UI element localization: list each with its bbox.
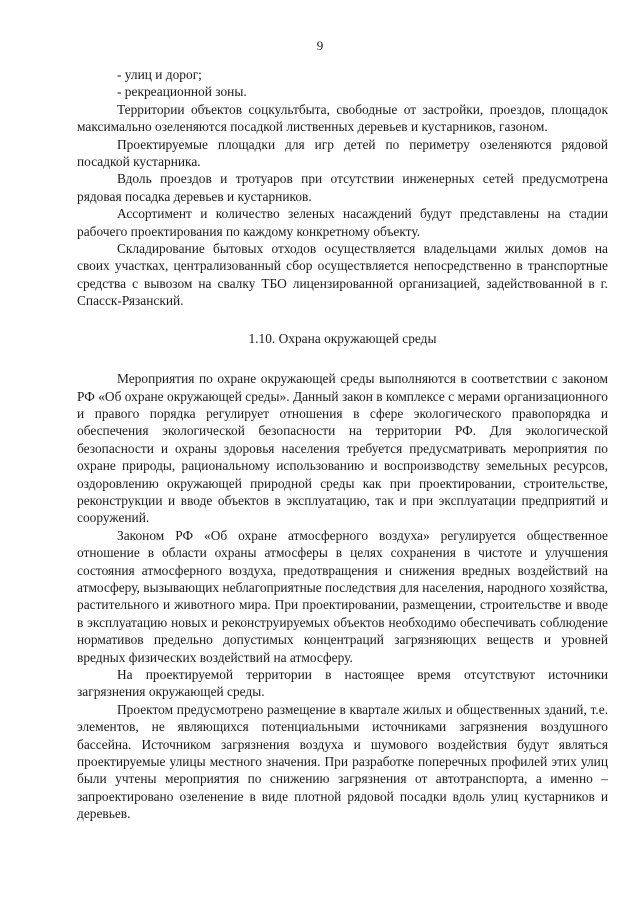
paragraph-no-sources: На проектируемой территории в настоящее время отсутствуют источники загрязнения окружающей среды. <box>77 667 608 700</box>
paragraph-air-law: Законом РФ «Об охране атмосферного воздуха» регулируется общественное отношение в области охраны атмосферы в целях сохранения в чистоте и улучшения состояния атмосферного воздуха, предотвращения и снижения вредных воздействий на атмосферу, вызывающих неблагоприятные последствия для населения, народного хозяйства, растительного и животного мира. При проектировании, размещении, строительстве и вводе в эксплуатацию новых и реконструируемых объектов необходимо обеспечивать соблюдение нормативов предельно допустимых концентраций загрязняющих веществ и уровней вредных физических воздействий на атмосферу. <box>77 527 608 665</box>
paragraph-assortment: Ассортимент и количество зеленых насаждений будут представлены на стадии рабочего проектирования по каждому конкретному объекту. <box>77 206 608 239</box>
paragraph-project-placement: Проектом предусмотрено размещение в квартале жилых и общественных зданий, т.е. элементов, не являющихся потенциальными источниками загрязнения воздушного бассейна. Источником загрязнения воздуха и шумового воздействия будут являться проектируемые улицы местного значения. При разработке поперечных профилей этих улиц были учтены мероприятия по снижению загрязнения от автотранспорта, а именно – запроектировано озеленение в виде плотной рядовой посадки вдоль улиц кустарников и деревьев. <box>77 701 608 822</box>
list-item-streets: - улиц и дорог; <box>117 67 202 82</box>
paragraph-environment-law: Мероприятия по охране окружающей среды выполняются в соответствии с законом РФ «Об охране окружающей среды». Данный закон в комплексе с мерами организационного и правого порядка регулирует отношения в сфере экологического правопорядка и обеспечения экологической безопасности на территории РФ. Для экологической безопасности и охраны здоровья населения требуется предусматривать мероприятия по охране природы, рациональному использованию и воспроизводству земельных ресурсов, оздоровлению окружающей природной среды как при проектировании, строительстве, реконструкции и вводе объектов в эксплуатацию, так и при эксплуатации предприятий и сооружений. <box>77 371 608 526</box>
section-title: 1.10. Охрана окружающей среды <box>248 330 437 346</box>
page-number: 9 <box>316 38 324 53</box>
list-item-recreation: - рекреационной зоны. <box>117 84 247 100</box>
paragraph-social-territories: Территории объектов соцкультбыта, свободные от застройки, проездов, площадок максимально озеленяются посадкой лиственных деревьев и кустарников, газоном. <box>77 101 608 135</box>
paragraph-waste: Складирование бытовых отходов осуществляется владельцами жилых домов на своих участках, централизованный сбор осуществляется непосредственно в транспортные средства с вывозом на свалку ТБО лицензированной организацией, задействованной в г. Спасск-Рязанский. <box>77 241 608 309</box>
document-body <box>77 66 608 823</box>
paragraph-playgrounds: Проектируемые площадки для игр детей по периметру озеленяются рядовой посадкой кустарника. <box>77 136 608 170</box>
paragraph-driveways: Вдоль проездов и тротуаров при отсутствии инженерных сетей предусмотрена рядовая посадка деревьев и кустарников. <box>77 171 608 204</box>
